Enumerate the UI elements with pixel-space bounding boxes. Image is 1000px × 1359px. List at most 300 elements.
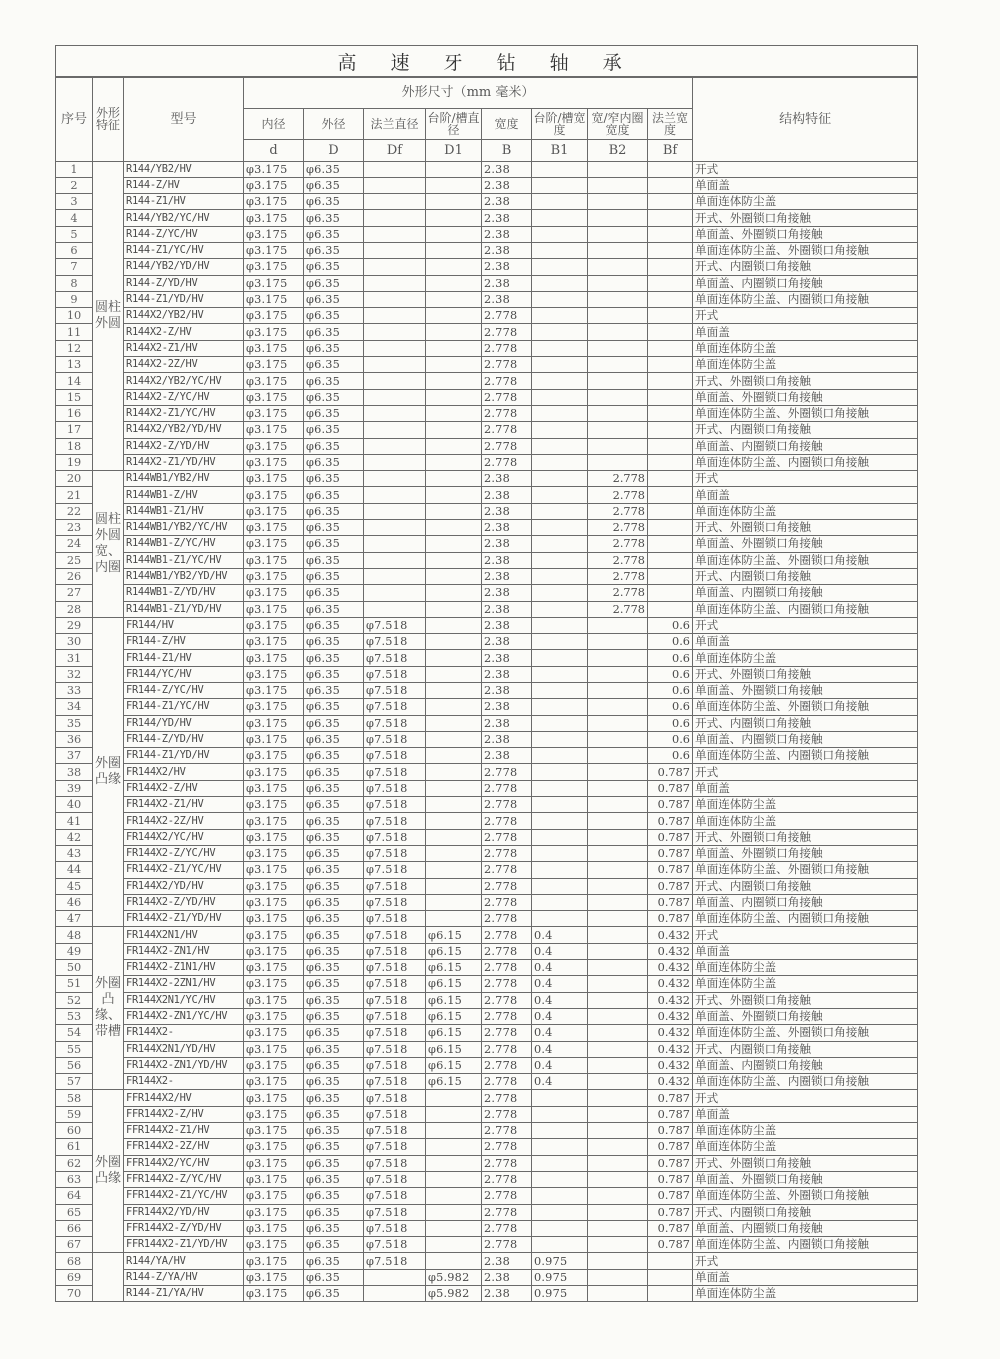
- row-number: 18: [56, 438, 93, 454]
- dim-flange-diameter: [364, 568, 426, 584]
- dim-flange-width: 0.6: [648, 650, 693, 666]
- dim-step-diameter: [426, 405, 482, 421]
- model-number: FR144X2-ZN1/HV: [124, 943, 244, 959]
- dim-inner-diameter: φ3.175: [244, 471, 304, 487]
- dim-flange-diameter: φ7.518: [364, 666, 426, 682]
- dim-step-width: [532, 601, 588, 617]
- model-number: FR144-Z1/YC/HV: [124, 699, 244, 715]
- dim-inner-diameter: φ3.175: [244, 210, 304, 226]
- dim-step-diameter: [426, 911, 482, 927]
- dim-width: 2.778: [482, 340, 532, 356]
- model-number: FR144-Z/YC/HV: [124, 683, 244, 699]
- dim-step-width: [532, 503, 588, 519]
- row-number: 11: [56, 324, 93, 340]
- row-number: 45: [56, 878, 93, 894]
- structure-feature: 开式、内圈锁口角接触: [693, 1204, 918, 1220]
- dim-inner-diameter: φ3.175: [244, 797, 304, 813]
- structure-feature: 单面盖、外圈锁口角接触: [693, 845, 918, 861]
- dim-flange-width: 0.787: [648, 1090, 693, 1106]
- dim-flange-width: 0.787: [648, 797, 693, 813]
- dim-inner-ring-width: [588, 1090, 648, 1106]
- dim-width: 2.778: [482, 845, 532, 861]
- dim-step-width: 0.4: [532, 960, 588, 976]
- dim-width: 2.38: [482, 177, 532, 193]
- dim-flange-diameter: [364, 585, 426, 601]
- dim-inner-diameter: φ3.175: [244, 1269, 304, 1285]
- structure-feature: 单面盖: [693, 780, 918, 796]
- dim-width: 2.38: [482, 1269, 532, 1285]
- structure-feature: 开式、外圈锁口角接触: [693, 992, 918, 1008]
- dim-outer-diameter: φ6.35: [304, 927, 364, 943]
- dim-inner-ring-width: [588, 1285, 648, 1301]
- dim-width: 2.38: [482, 291, 532, 307]
- dim-outer-diameter: φ6.35: [304, 340, 364, 356]
- table-body: [56, 161, 918, 1302]
- dim-width: 2.38: [482, 487, 532, 503]
- row-number: 14: [56, 373, 93, 389]
- dim-width: 2.778: [482, 894, 532, 910]
- dim-step-width: [532, 454, 588, 470]
- dim-inner-ring-width: [588, 748, 648, 764]
- structure-feature: 开式、内圈锁口角接触: [693, 1041, 918, 1057]
- dim-inner-diameter: φ3.175: [244, 503, 304, 519]
- structure-feature: 单面连体防尘盖、内圈锁口角接触: [693, 1074, 918, 1090]
- dim-width: 2.38: [482, 715, 532, 731]
- model-number: R144/YB2/YD/HV: [124, 259, 244, 275]
- structure-feature: 单面盖、外圈锁口角接触: [693, 683, 918, 699]
- header-col-symbol: d: [244, 139, 304, 161]
- dim-inner-diameter: φ3.175: [244, 650, 304, 666]
- model-number: FFR144X2/YC/HV: [124, 1155, 244, 1171]
- dim-width: 2.38: [482, 634, 532, 650]
- dim-step-width: [532, 1171, 588, 1187]
- dim-width: 2.778: [482, 1074, 532, 1090]
- row-number: 39: [56, 780, 93, 796]
- header-col-symbol: B1: [532, 139, 588, 161]
- structure-feature: 单面连体防尘盖: [693, 797, 918, 813]
- table-row: [56, 422, 918, 438]
- model-number: R144WB1-Z/HV: [124, 487, 244, 503]
- dim-inner-diameter: φ3.175: [244, 520, 304, 536]
- dim-step-diameter: [426, 617, 482, 633]
- dim-flange-diameter: [364, 471, 426, 487]
- dim-step-width: 0.4: [532, 1008, 588, 1024]
- dim-flange-width: 0.432: [648, 927, 693, 943]
- dim-flange-diameter: [364, 552, 426, 568]
- dim-outer-diameter: φ6.35: [304, 715, 364, 731]
- dim-inner-ring-width: [588, 862, 648, 878]
- dim-step-width: 0.4: [532, 1057, 588, 1073]
- row-number: 46: [56, 894, 93, 910]
- dim-step-diameter: φ6.15: [426, 960, 482, 976]
- structure-feature: 开式、内圈锁口角接触: [693, 568, 918, 584]
- structure-feature: 单面盖、内圈锁口角接触: [693, 1220, 918, 1236]
- dim-outer-diameter: φ6.35: [304, 308, 364, 324]
- dim-width: 2.38: [482, 503, 532, 519]
- model-number: R144X2-Z/YD/HV: [124, 438, 244, 454]
- row-number: 28: [56, 601, 93, 617]
- dim-inner-ring-width: [588, 976, 648, 992]
- model-number: R144-Z1/YC/HV: [124, 242, 244, 258]
- table-row: [56, 976, 918, 992]
- dim-inner-diameter: φ3.175: [244, 373, 304, 389]
- dim-flange-width: [648, 373, 693, 389]
- table-row: [56, 1188, 918, 1204]
- table-row: [56, 1041, 918, 1057]
- model-number: FR144X2-Z1/YD/HV: [124, 911, 244, 927]
- dim-width: 2.778: [482, 1188, 532, 1204]
- row-number: 3: [56, 194, 93, 210]
- dim-width: 2.778: [482, 357, 532, 373]
- row-number: 42: [56, 829, 93, 845]
- dim-flange-diameter: φ7.518: [364, 1220, 426, 1236]
- dim-step-diameter: [426, 389, 482, 405]
- model-number: R144-Z/YC/HV: [124, 226, 244, 242]
- dim-outer-diameter: φ6.35: [304, 1188, 364, 1204]
- dim-inner-diameter: φ3.175: [244, 715, 304, 731]
- dim-flange-width: 0.432: [648, 943, 693, 959]
- dim-flange-width: 0.787: [648, 1155, 693, 1171]
- dim-step-diameter: [426, 862, 482, 878]
- table-row: [56, 1090, 918, 1106]
- structure-feature: 单面盖: [693, 487, 918, 503]
- row-number: 37: [56, 748, 93, 764]
- row-number: 17: [56, 422, 93, 438]
- dim-outer-diameter: φ6.35: [304, 797, 364, 813]
- structure-feature: 开式、内圈锁口角接触: [693, 422, 918, 438]
- dim-flange-width: [648, 308, 693, 324]
- dim-flange-width: 0.787: [648, 1171, 693, 1187]
- dim-width: 2.38: [482, 226, 532, 242]
- dim-flange-diameter: φ7.518: [364, 764, 426, 780]
- dim-flange-diameter: φ7.518: [364, 683, 426, 699]
- dim-step-diameter: [426, 568, 482, 584]
- dim-step-width: [532, 845, 588, 861]
- dim-flange-width: 0.787: [648, 911, 693, 927]
- structure-feature: 单面连体防尘盖: [693, 813, 918, 829]
- model-number: R144WB1/YB2/YD/HV: [124, 568, 244, 584]
- dim-flange-width: [648, 161, 693, 177]
- table-row: [56, 650, 918, 666]
- dim-width: 2.778: [482, 438, 532, 454]
- dim-width: 2.778: [482, 324, 532, 340]
- dim-flange-diameter: [364, 487, 426, 503]
- dim-inner-diameter: φ3.175: [244, 699, 304, 715]
- dim-inner-ring-width: [588, 1074, 648, 1090]
- dim-width: 2.38: [482, 568, 532, 584]
- table-row: [56, 1057, 918, 1073]
- dim-outer-diameter: φ6.35: [304, 976, 364, 992]
- dim-width: 2.778: [482, 1155, 532, 1171]
- dim-flange-width: [648, 487, 693, 503]
- dim-step-diameter: [426, 585, 482, 601]
- header-col-label: 台阶/槽直径: [426, 108, 482, 139]
- dim-width: 2.778: [482, 1025, 532, 1041]
- dim-inner-ring-width: [588, 1139, 648, 1155]
- dim-flange-diameter: φ7.518: [364, 894, 426, 910]
- structure-feature: 开式: [693, 617, 918, 633]
- dim-inner-diameter: φ3.175: [244, 862, 304, 878]
- dim-step-diameter: [426, 373, 482, 389]
- dim-step-width: 0.4: [532, 943, 588, 959]
- dim-inner-ring-width: [588, 829, 648, 845]
- bearing-spec-sheet: [55, 45, 917, 1302]
- dim-flange-width: [648, 438, 693, 454]
- structure-feature: 单面盖: [693, 324, 918, 340]
- dim-inner-ring-width: [588, 389, 648, 405]
- structure-feature: 单面连体防尘盖: [693, 960, 918, 976]
- structure-feature: 开式、外圈锁口角接触: [693, 1155, 918, 1171]
- dim-outer-diameter: φ6.35: [304, 634, 364, 650]
- dim-step-diameter: [426, 210, 482, 226]
- table-row: [56, 357, 918, 373]
- dim-flange-diameter: [364, 275, 426, 291]
- header-col-label: 宽度: [482, 108, 532, 139]
- dim-flange-diameter: [364, 291, 426, 307]
- dim-flange-width: [648, 340, 693, 356]
- dim-flange-diameter: [364, 389, 426, 405]
- dim-step-width: [532, 1188, 588, 1204]
- dim-step-width: [532, 308, 588, 324]
- dim-inner-ring-width: [588, 911, 648, 927]
- dim-outer-diameter: φ6.35: [304, 503, 364, 519]
- dim-step-width: [532, 438, 588, 454]
- dim-inner-ring-width: [588, 275, 648, 291]
- dim-inner-ring-width: [588, 1220, 648, 1236]
- dim-width: 2.778: [482, 878, 532, 894]
- dim-flange-diameter: φ7.518: [364, 1106, 426, 1122]
- dim-step-diameter: [426, 471, 482, 487]
- table-row: [56, 373, 918, 389]
- dim-step-diameter: [426, 764, 482, 780]
- dim-step-width: [532, 731, 588, 747]
- dim-flange-diameter: φ7.518: [364, 829, 426, 845]
- table-row: [56, 389, 918, 405]
- dim-flange-diameter: [364, 210, 426, 226]
- table-row: [56, 585, 918, 601]
- dim-inner-ring-width: [588, 405, 648, 421]
- row-number: 57: [56, 1074, 93, 1090]
- structure-feature: 开式: [693, 161, 918, 177]
- dim-step-width: [532, 715, 588, 731]
- dim-step-width: [532, 585, 588, 601]
- model-number: R144WB1-Z1/HV: [124, 503, 244, 519]
- model-number: FR144X2-Z/HV: [124, 780, 244, 796]
- dim-flange-width: 0.6: [648, 617, 693, 633]
- dim-step-width: [532, 1139, 588, 1155]
- dim-inner-diameter: φ3.175: [244, 357, 304, 373]
- dim-outer-diameter: φ6.35: [304, 683, 364, 699]
- row-number: 53: [56, 1008, 93, 1024]
- dim-inner-diameter: φ3.175: [244, 927, 304, 943]
- table-row: [56, 438, 918, 454]
- model-number: FR144X2N1/YC/HV: [124, 992, 244, 1008]
- dim-inner-ring-width: [588, 1057, 648, 1073]
- dim-flange-width: 0.6: [648, 699, 693, 715]
- dim-flange-width: 0.787: [648, 813, 693, 829]
- dim-flange-diameter: φ7.518: [364, 731, 426, 747]
- dim-width: 2.778: [482, 405, 532, 421]
- model-number: FR144X2-2Z/HV: [124, 813, 244, 829]
- dim-width: 2.778: [482, 829, 532, 845]
- dim-inner-diameter: φ3.175: [244, 275, 304, 291]
- dim-flange-width: 0.432: [648, 960, 693, 976]
- dim-step-diameter: [426, 552, 482, 568]
- dim-flange-width: [648, 568, 693, 584]
- model-number: FR144/YD/HV: [124, 715, 244, 731]
- dim-step-diameter: [426, 226, 482, 242]
- row-number: 19: [56, 454, 93, 470]
- dim-step-diameter: φ5.982: [426, 1285, 482, 1301]
- dim-flange-diameter: [364, 422, 426, 438]
- model-number: FR144X2-: [124, 1074, 244, 1090]
- dim-step-width: [532, 242, 588, 258]
- structure-feature: 单面连体防尘盖: [693, 340, 918, 356]
- dim-width: 2.778: [482, 797, 532, 813]
- table-row: [56, 845, 918, 861]
- dim-inner-diameter: φ3.175: [244, 683, 304, 699]
- dim-flange-diameter: φ7.518: [364, 862, 426, 878]
- table-row: [56, 226, 918, 242]
- dim-outer-diameter: φ6.35: [304, 748, 364, 764]
- dim-inner-ring-width: [588, 1204, 648, 1220]
- dim-flange-width: 0.6: [648, 731, 693, 747]
- shape-group-label: 外圈凸缘、带槽: [93, 927, 124, 1090]
- dim-step-diameter: [426, 650, 482, 666]
- dim-inner-ring-width: 2.778: [588, 503, 648, 519]
- dim-inner-diameter: φ3.175: [244, 780, 304, 796]
- model-number: FR144/HV: [124, 617, 244, 633]
- dim-outer-diameter: φ6.35: [304, 1269, 364, 1285]
- dim-outer-diameter: φ6.35: [304, 552, 364, 568]
- structure-feature: 单面盖、外圈锁口角接触: [693, 226, 918, 242]
- dim-outer-diameter: φ6.35: [304, 1074, 364, 1090]
- table-row: [56, 1220, 918, 1236]
- table-row: [56, 715, 918, 731]
- dim-step-width: [532, 487, 588, 503]
- dim-flange-diameter: φ7.518: [364, 1188, 426, 1204]
- row-number: 27: [56, 585, 93, 601]
- header-seq: 序号: [56, 77, 93, 161]
- row-number: 63: [56, 1171, 93, 1187]
- dim-step-width: [532, 1123, 588, 1139]
- dim-step-width: [532, 405, 588, 421]
- dim-inner-ring-width: [588, 666, 648, 682]
- dim-width: 2.778: [482, 927, 532, 943]
- structure-feature: 单面连体防尘盖: [693, 357, 918, 373]
- dim-flange-diameter: [364, 438, 426, 454]
- dim-flange-diameter: φ7.518: [364, 699, 426, 715]
- table-row: [56, 291, 918, 307]
- dim-outer-diameter: φ6.35: [304, 1139, 364, 1155]
- model-number: R144X2-Z/HV: [124, 324, 244, 340]
- dim-flange-diameter: φ7.518: [364, 943, 426, 959]
- dim-flange-diameter: φ7.518: [364, 1139, 426, 1155]
- dim-width: 2.778: [482, 1041, 532, 1057]
- dim-flange-diameter: φ7.518: [364, 715, 426, 731]
- structure-feature: 开式、内圈锁口角接触: [693, 715, 918, 731]
- dim-inner-diameter: φ3.175: [244, 242, 304, 258]
- dim-width: 2.778: [482, 1106, 532, 1122]
- dim-width: 2.38: [482, 666, 532, 682]
- dim-width: 2.778: [482, 1057, 532, 1073]
- dim-width: 2.38: [482, 471, 532, 487]
- dim-flange-width: 0.432: [648, 992, 693, 1008]
- dim-outer-diameter: φ6.35: [304, 1285, 364, 1301]
- dim-inner-diameter: φ3.175: [244, 634, 304, 650]
- table-row: [56, 308, 918, 324]
- dim-step-width: [532, 911, 588, 927]
- dim-step-width: [532, 634, 588, 650]
- dim-flange-width: [648, 471, 693, 487]
- dim-step-width: [532, 813, 588, 829]
- dim-inner-diameter: φ3.175: [244, 911, 304, 927]
- dim-outer-diameter: φ6.35: [304, 422, 364, 438]
- dim-width: 2.38: [482, 242, 532, 258]
- dim-inner-diameter: φ3.175: [244, 177, 304, 193]
- row-number: 55: [56, 1041, 93, 1057]
- dim-flange-width: 0.432: [648, 1025, 693, 1041]
- dim-inner-ring-width: [588, 1269, 648, 1285]
- structure-feature: 单面盖、内圈锁口角接触: [693, 1057, 918, 1073]
- model-number: FFR144X2-Z/YC/HV: [124, 1171, 244, 1187]
- model-number: FR144X2-Z1/YC/HV: [124, 862, 244, 878]
- model-number: FR144X2N1/YD/HV: [124, 1041, 244, 1057]
- dim-inner-ring-width: [588, 797, 648, 813]
- dim-inner-diameter: φ3.175: [244, 1008, 304, 1024]
- dim-flange-diameter: φ7.518: [364, 1057, 426, 1073]
- table-row: [56, 992, 918, 1008]
- dim-step-width: [532, 617, 588, 633]
- dim-inner-diameter: φ3.175: [244, 829, 304, 845]
- table-row: [56, 242, 918, 258]
- table-row: [56, 552, 918, 568]
- dim-outer-diameter: φ6.35: [304, 1237, 364, 1253]
- dim-outer-diameter: φ6.35: [304, 1220, 364, 1236]
- dim-outer-diameter: φ6.35: [304, 813, 364, 829]
- dim-flange-width: 0.787: [648, 764, 693, 780]
- dim-inner-diameter: φ3.175: [244, 226, 304, 242]
- structure-feature: 单面盖、外圈锁口角接触: [693, 1008, 918, 1024]
- dim-flange-width: 0.432: [648, 1041, 693, 1057]
- dim-width: 2.778: [482, 1008, 532, 1024]
- structure-feature: 单面连体防尘盖、外圈锁口角接触: [693, 1025, 918, 1041]
- model-number: FFR144X2/HV: [124, 1090, 244, 1106]
- structure-feature: 单面连体防尘盖: [693, 976, 918, 992]
- dim-outer-diameter: φ6.35: [304, 259, 364, 275]
- model-number: FFR144X2-Z1/HV: [124, 1123, 244, 1139]
- table-row: [56, 536, 918, 552]
- header-col-label: 法兰宽度: [648, 108, 693, 139]
- dim-step-width: [532, 422, 588, 438]
- structure-feature: 单面盖、外圈锁口角接触: [693, 536, 918, 552]
- model-number: R144-Z/YD/HV: [124, 275, 244, 291]
- row-number: 13: [56, 357, 93, 373]
- dim-outer-diameter: φ6.35: [304, 161, 364, 177]
- structure-feature: 单面连体防尘盖、内圈锁口角接触: [693, 748, 918, 764]
- dim-inner-diameter: φ3.175: [244, 552, 304, 568]
- dim-inner-diameter: φ3.175: [244, 666, 304, 682]
- dim-inner-ring-width: 2.778: [588, 601, 648, 617]
- dim-inner-diameter: φ3.175: [244, 813, 304, 829]
- model-number: FR144-Z1/YD/HV: [124, 748, 244, 764]
- dim-inner-diameter: φ3.175: [244, 568, 304, 584]
- dim-outer-diameter: φ6.35: [304, 226, 364, 242]
- table-row: [56, 943, 918, 959]
- dim-inner-diameter: φ3.175: [244, 960, 304, 976]
- row-number: 1: [56, 161, 93, 177]
- header-model: 型号: [124, 77, 244, 161]
